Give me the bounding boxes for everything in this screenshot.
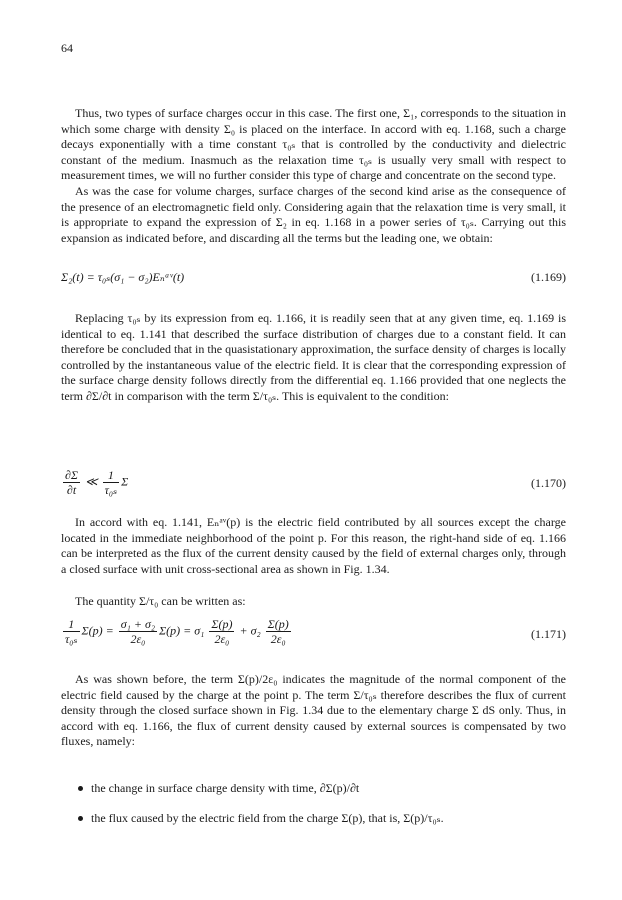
equation-body: $\frac{1}{\text{τ₀ₛ}}$ Σ(p) = $\frac{\text{σ₁ + σ₂}}{\text{2ε₀}}$ Σ(p) = σ₁ $\frac{\Sigma(p)}{\text{2ε₀}}$ + σ₂ $\frac{\Sigma(p)}{\text{2ε₀}}$: [65, 617, 289, 646]
equation-number: (1.169): [531, 270, 566, 284]
paragraph-surface-charge-types: Thus, two types of surface charges occur in this case. The first one, Σ₁, corresponds to the situation in which some charge with density Σ₀ is placed on the interface. In accord with eq. 1.168, such a charge decays exponentially with a time constant τ₀ₛ that is controlled by the conductivity and dielectric constant of the medium. Inasmuch as the relaxation time τ₀ₛ is usually very small with respect to measurement times, we will no further consider this type of charge and concentrate on the second type.: [61, 106, 566, 183]
equation-1-169: [61, 270, 566, 288]
paragraph-second-kind: As was the case for volume charges, surface charges of the second kind arise as the consequence of the presence of an electromagnetic field only. Considering again that the relaxation time is very small, it is appropriate to expand the expression of Σ₂ in eq. 1.168 in a power series of τ₀ₛ. Carrying out this expansion as indicated before, and discarding all the terms but the leading one, we obtain:: [61, 184, 566, 245]
bullet-icon: [78, 786, 83, 791]
equation-number: (1.170): [531, 476, 566, 490]
equation-body: $\frac{\partial\Sigma}{\partial t}$ ≪ $\frac{1}{\text{τ₀ₛ}}$ Σ: [65, 468, 129, 497]
paragraph-field-contributed: In accord with eq. 1.141, Eₙᵃᵛ(p) is the electric field contributed by all sources except the charge located in the immediate neighborhood of the point p. For this reason, the right-hand side of eq. 1.166 can be interpreted as the flux of the current density caused by the field of external charges only, through a closed surface with unit cross-sectional area as shown in Fig. 1.34.: [61, 515, 566, 576]
relation-symbol: ≪: [85, 474, 98, 489]
bullet-list: [78, 781, 568, 826]
bullet-item: the flux caused by the electric field from the charge Σ(p), that is, Σ(p)/τ₀ₛ.: [78, 811, 568, 827]
bullet-item: the change in surface charge density with time, ∂Σ(p)/∂t: [78, 781, 568, 797]
paragraph-replacing-tau: Replacing τ₀ₛ by its expression from eq. 1.166, it is readily seen that at any given time, eq. 1.169 is identical to eq. 1.141 that described the surface distribution of charges due to a constant field. It can therefore be concluded that in the quasistationary approximation, the surface density of charges is locally controlled by the instantaneous value of the electric field. It is clear that the corresponding expression of the surface charge density follows directly from the differential eq. 1.166 provided that one neglects the term ∂Σ/∂t in comparison with the term Σ/τ₀ₛ. This is equivalent to the condition:: [61, 311, 566, 403]
page-number: 64: [61, 41, 73, 55]
fraction-dsigma-dt: $\frac{\partial\Sigma}{\partial t}$: [65, 468, 79, 497]
equation-1-171: [61, 617, 566, 653]
paragraph-as-was-shown: As was shown before, the term Σ(p)/2ε₀ indicates the magnitude of the normal component of the electric field caused by the charge at the point p. The term Σ/τ₀ₛ therefore describes the flux of current density through the closed surface shown in Fig. 1.34 due to the elementary charge Σ dS only. Thus, in accord with eq. 1.166, the flux of current density caused by external sources is compensated by two fluxes, namely:: [61, 672, 566, 749]
bullet-icon: [78, 816, 83, 821]
equation-number: (1.171): [531, 627, 566, 641]
fraction-one-over-tau: $\frac{1}{\text{τ₀ₛ}}$: [104, 468, 118, 497]
equation-1-170: [61, 468, 566, 500]
equation-body: Σ₂(t) = τ₀ₛ(σ₁ − σ₂)Eₙᵃᵛ(t): [61, 270, 185, 284]
paragraph-quantity: The quantity Σ/τ₀ can be written as:: [75, 594, 246, 608]
